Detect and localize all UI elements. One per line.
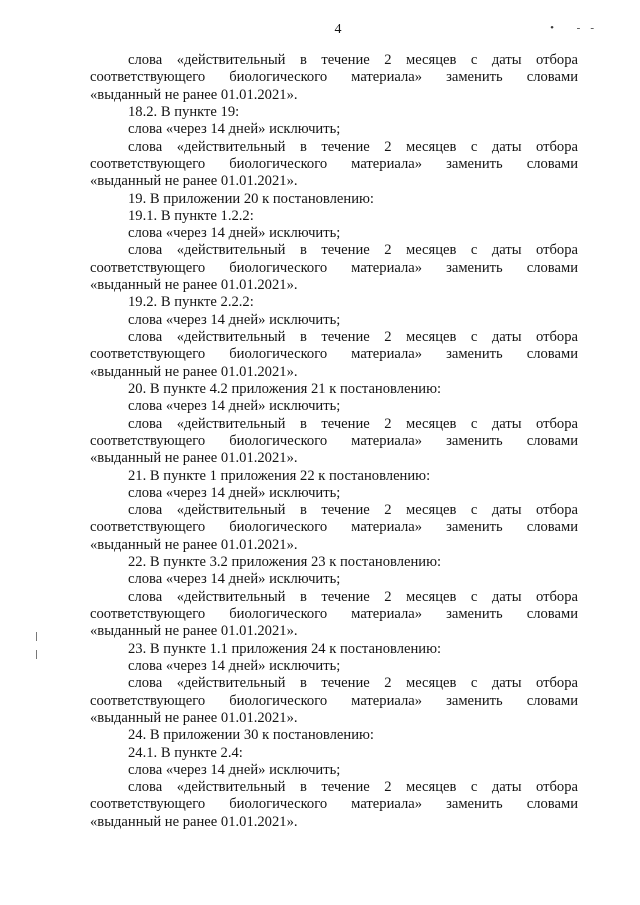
document-body [90, 52, 578, 831]
text-line: «выданный не ранее 01.01.2021». [90, 813, 298, 830]
text-line: 22. В пункте 3.2 приложения 23 к постановлению: [128, 554, 442, 571]
text-line: слова «действительный в течение 2 месяцев с даты отбора [128, 415, 578, 432]
text-line: слова «через 14 дней» исключить; [128, 311, 341, 328]
text-line: соответствующего биологического материала» заменить словами [90, 155, 578, 172]
text-line: слова «через 14 дней» исключить; [128, 484, 341, 501]
text-line: «выданный не ранее 01.01.2021». [90, 536, 298, 553]
text-line: 23. В пункте 1.1 приложения 24 к постановлению: [128, 640, 442, 657]
text-line: слова «через 14 дней» исключить; [128, 121, 341, 138]
scan-corner-mark: • ‐‐ [550, 22, 604, 34]
text-line: 19.1. В пункте 1.2.2: [128, 207, 254, 224]
text-line: слова «через 14 дней» исключить; [128, 225, 341, 242]
text-line: слова «через 14 дней» исключить; [128, 571, 341, 588]
text-line: соответствующего биологического материала» заменить словами [90, 346, 578, 363]
page-number: 4 [334, 22, 342, 37]
margin-mark [36, 650, 37, 659]
text-line: 19. В приложении 20 к постановлению: [128, 190, 374, 207]
text-line: слова «действительный в течение 2 месяцев с даты отбора [128, 502, 578, 519]
text-line: «выданный не ранее 01.01.2021». [90, 173, 298, 190]
text-line: соответствующего биологического материала» заменить словами [90, 432, 578, 449]
text-line: «выданный не ранее 01.01.2021». [90, 450, 298, 467]
text-line: слова «действительный в течение 2 месяцев с даты отбора [128, 138, 578, 155]
text-line: 24. В приложении 30 к постановлению: [128, 727, 374, 744]
text-line: слова «через 14 дней» исключить; [128, 657, 341, 674]
text-line: слова «действительный в течение 2 месяцев с даты отбора [128, 675, 578, 692]
text-line: слова «действительный в течение 2 месяцев с даты отбора [128, 242, 578, 259]
text-line: «выданный не ранее 01.01.2021». [90, 277, 298, 294]
text-line: слова «через 14 дней» исключить; [128, 398, 341, 415]
text-line: «выданный не ранее 01.01.2021». [90, 709, 298, 726]
text-line: соответствующего биологического материала» заменить словами [90, 259, 578, 276]
text-line: соответствующего биологического материала» заменить словами [90, 69, 578, 86]
text-line: 24.1. В пункте 2.4: [128, 744, 243, 761]
text-line: слова «действительный в течение 2 месяцев с даты отбора [128, 52, 578, 68]
text-line: 18.2. В пункте 19: [128, 103, 240, 120]
text-line: соответствующего биологического материала» заменить словами [90, 519, 578, 536]
text-line: «выданный не ранее 01.01.2021». [90, 363, 298, 380]
text-line: слова «действительный в течение 2 месяцев с даты отбора [128, 329, 578, 345]
text-line: 20. В пункте 4.2 приложения 21 к постановлению: [128, 380, 442, 397]
text-line: «выданный не ранее 01.01.2021». [90, 623, 298, 640]
text-line: 19.2. В пункте 2.2.2: [128, 294, 254, 311]
text-line: соответствующего биологического материала» заменить словами [90, 796, 578, 813]
text-line: слова «действительный в течение 2 месяцев с даты отбора [128, 779, 578, 796]
text-line: соответствующего биологического материала» заменить словами [90, 606, 578, 622]
text-line: слова «через 14 дней» исключить; [128, 761, 341, 778]
text-line: слова «действительный в течение 2 месяцев с даты отбора [128, 588, 578, 605]
text-line: «выданный не ранее 01.01.2021». [90, 86, 298, 103]
margin-mark [36, 632, 37, 641]
text-line: соответствующего биологического материала» заменить словами [90, 692, 578, 709]
text-line: 21. В пункте 1 приложения 22 к постановлению: [128, 467, 431, 484]
